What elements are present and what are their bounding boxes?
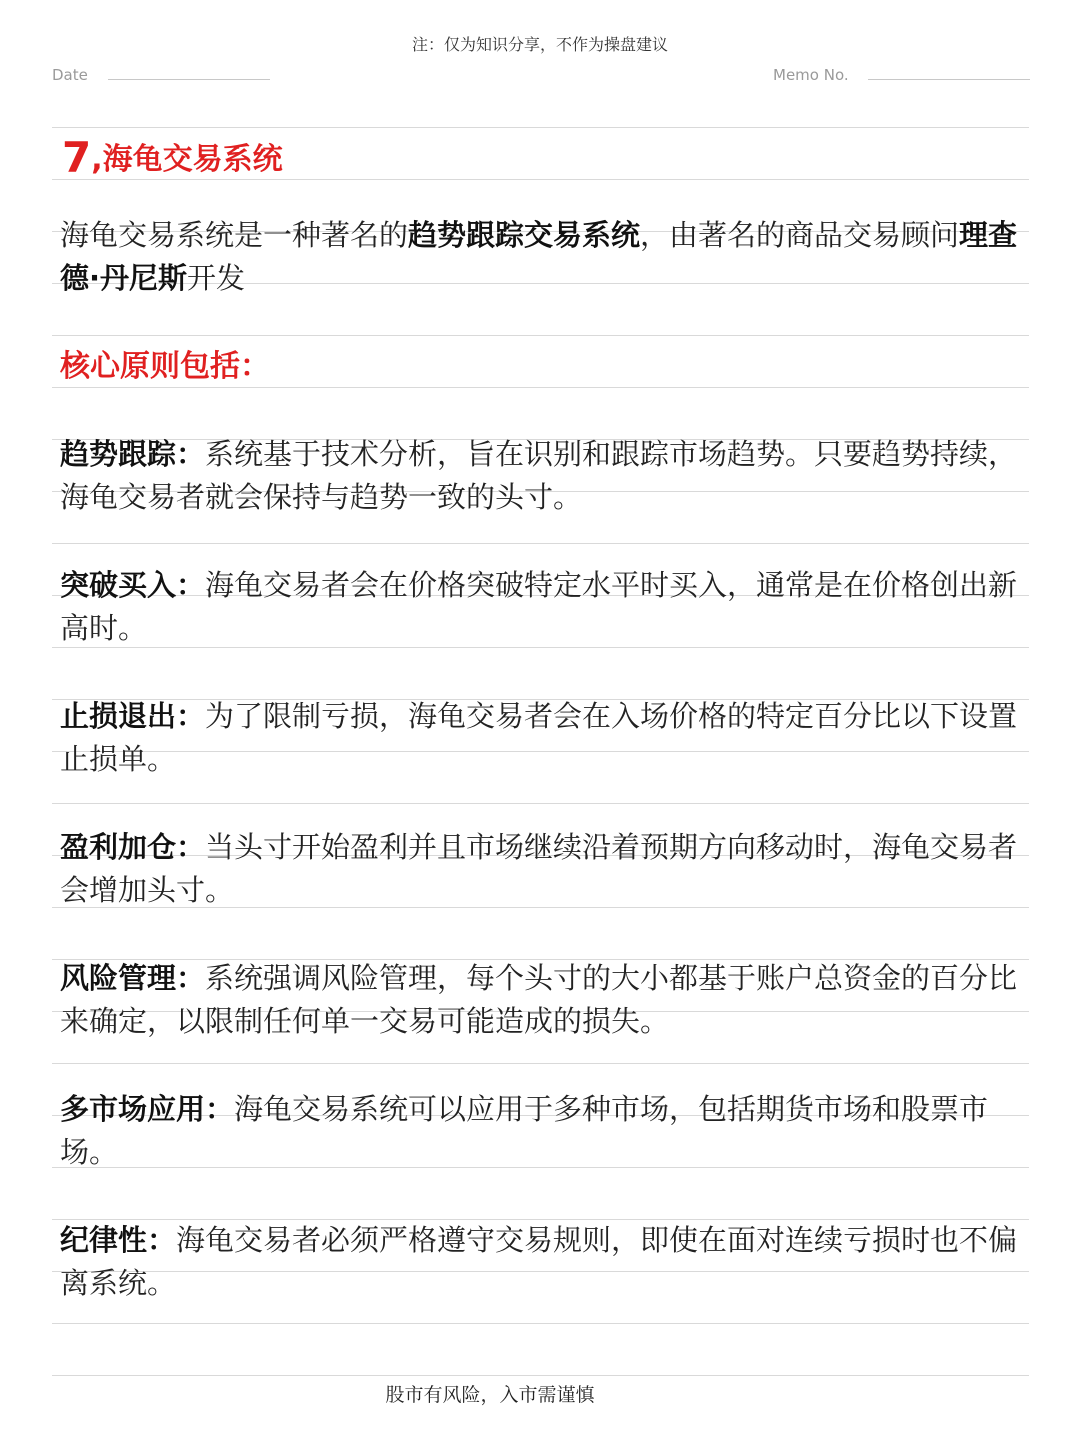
- principle-paragraph: [60, 564, 1030, 650]
- intro-bold-name: 理查德·丹尼斯: [60, 218, 1018, 295]
- principle-text: 为了限制亏损，海龟交易者会在入场价格的特定百分比以下设置止损单。: [60, 699, 1018, 776]
- core-heading: 核心原则包括：: [60, 349, 270, 384]
- principle-paragraph: [60, 1219, 1030, 1305]
- intro-bold-term: 趋势跟踪交易系统: [408, 218, 641, 252]
- rule-line: [52, 803, 1029, 804]
- principle-label: 纪律性：: [60, 1223, 177, 1257]
- principle-label: 趋势跟踪：: [60, 437, 206, 471]
- principle-text: 系统强调风险管理，每个头寸的大小都基于账户总资金的百分比来确定，以限制任何单一交易可能造成的损失。: [60, 961, 1018, 1038]
- principle-paragraph: [60, 957, 1030, 1043]
- principle-label: 止损退出：: [60, 699, 206, 733]
- principle-text: 当头寸开始盈利并且市场继续沿着预期方向移动时，海龟交易者会增加头寸。: [60, 830, 1018, 907]
- memo-underline: [868, 79, 1030, 80]
- date-label: Date: [52, 66, 88, 84]
- principle-text: 海龟交易者会在价格突破特定水平时买入，通常是在价格创出新高时。: [60, 568, 1018, 645]
- rule-line: [52, 1375, 1029, 1376]
- intro-text: ，由著名的商品交易顾问: [640, 218, 960, 252]
- disclaimer-note: 注：仅为知识分享，不作为操盘建议: [411, 35, 668, 54]
- intro-text: 开发: [187, 261, 246, 295]
- principle-paragraph: [60, 826, 1030, 912]
- principle-label: 突破买入：: [60, 568, 206, 602]
- principle-text: 系统基于技术分析，旨在识别和跟踪市场趋势。只要趋势持续，海龟交易者就会保持与趋势一致的头寸。: [60, 437, 1018, 514]
- section-number: 7: [62, 133, 92, 182]
- memo-label: Memo No.: [773, 66, 849, 84]
- principle-paragraph: [60, 1088, 1030, 1174]
- rule-line: [52, 1323, 1029, 1324]
- principle-text: 海龟交易系统可以应用于多种市场，包括期货市场和股票市场。: [60, 1092, 989, 1169]
- principle-label: 风险管理：: [60, 961, 206, 995]
- date-underline: [108, 79, 270, 80]
- rule-line: [52, 335, 1029, 336]
- principle-label: 多市场应用：: [60, 1092, 235, 1126]
- intro-text: 海龟交易系统是一种著名的: [60, 218, 409, 252]
- section-title-text: ,海龟交易系统: [91, 142, 283, 177]
- footer-warning: 股市有风险，入市需谨慎: [385, 1384, 595, 1406]
- principle-text: 海龟交易者必须严格遵守交易规则，即使在面对连续亏损时也不偏离系统。: [60, 1223, 1018, 1300]
- rule-line: [52, 1063, 1029, 1064]
- principle-label: 盈利加仓：: [60, 830, 206, 864]
- rule-line: [52, 127, 1029, 128]
- section-title: [62, 134, 283, 184]
- principle-paragraph: [60, 433, 1030, 519]
- rule-line: [52, 543, 1029, 544]
- intro-paragraph: [60, 214, 1030, 300]
- principle-paragraph: [60, 695, 1030, 781]
